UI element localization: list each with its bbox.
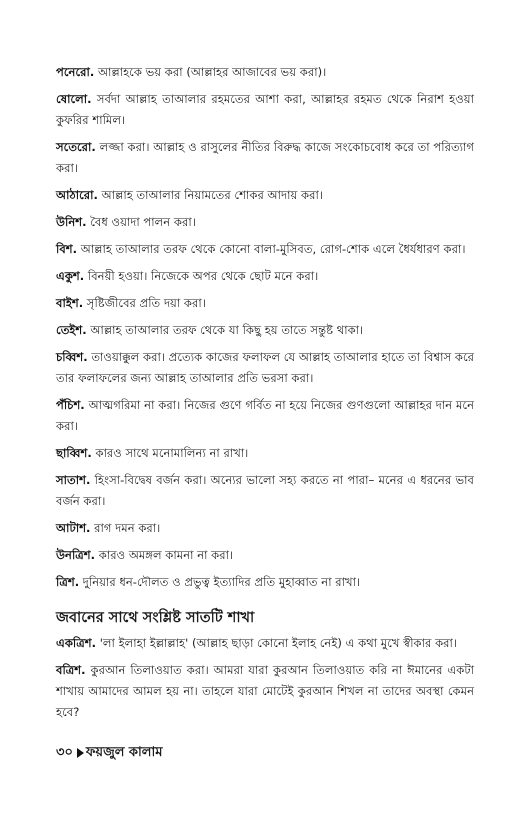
item-number: আটাশ. [56, 521, 91, 535]
item-list-after [56, 633, 474, 723]
item-text: আল্লাহ তাআলার তরফ থেকে যা কিছু হয় তাতে সন্তুষ্ট থাকা। [90, 323, 364, 337]
item-number: ষোলো. [56, 92, 92, 106]
list-item [56, 443, 474, 464]
item-number: পনেরো. [56, 65, 95, 79]
item-number: সাতাশ. [56, 473, 91, 487]
item-number: ত্রিশ. [56, 575, 80, 589]
item-number: বিশ. [56, 242, 78, 256]
item-number: বত্রিশ. [56, 663, 86, 677]
item-number: সতেরো. [56, 140, 96, 154]
item-text: আল্লাহ তাআলার নিয়ামতের শোকর আদায় করা। [101, 188, 324, 202]
list-item [56, 212, 474, 233]
list-item [56, 62, 474, 83]
list-item [56, 320, 474, 341]
item-text: রাগ দমন করা। [94, 521, 161, 535]
list-item [56, 89, 474, 131]
item-number: উনিশ. [56, 215, 87, 229]
item-number: পঁচিশ. [56, 398, 85, 412]
item-text: সৃষ্টিজীবের প্রতি দয়া করা। [86, 296, 206, 310]
item-number: উনত্রিশ. [56, 548, 96, 562]
item-number: তেইশ. [56, 323, 87, 337]
list-item [56, 347, 474, 389]
triangle-arrow-icon [77, 748, 84, 758]
page-content [56, 62, 474, 729]
item-text: কারও অমঙ্গল কামনা না করা। [98, 548, 234, 562]
item-text: বিনয়ী হওয়া। নিজেকে অপর থেকে ছোট মনে করা। [87, 269, 319, 283]
list-item [56, 185, 474, 206]
item-text: সর্বদা আল্লাহ তাআলার রহমতের আশা করা, আল্লাহর রহমত থেকে নিরাশ হওয়া কুফরির শামিল। [56, 92, 475, 127]
page-footer [56, 744, 162, 762]
item-text: তাওয়াক্কুল করা। প্রত্যেক কাজের ফলাফল যে আল্লাহ তাআলার হাতে তা বিশ্বাস করে তার ফলাফলের জন্য আল্লাহ তাআলার প্রতি ভরসা করা। [56, 350, 475, 385]
item-text: দুনিয়ার ধন-দৌলত ও প্রভুত্ব ইত্যাদির প্রতি মুহাব্বাত না রাখা। [82, 575, 361, 589]
list-item [56, 239, 474, 260]
item-text: হিংসা-বিদ্বেষ বর্জন করা। অন্যের ভালো সহ্য করতে না পারা– মনের এ ধরনের ভাব বর্জন করা। [56, 473, 474, 508]
list-item [56, 395, 474, 437]
list-item [56, 266, 474, 287]
list-item [56, 660, 474, 723]
list-item [56, 137, 474, 179]
section-heading: জবানের সাথে সংশ্লিষ্ট সাতটি শাখা [56, 610, 255, 626]
item-number: আঠারো. [56, 188, 98, 202]
item-text: 'লা ইলাহা ইল্লাল্লাহ' (আল্লাহ ছাড়া কোনো ইলাহ নেই) এ কথা মুখে স্বীকার করা। [99, 636, 458, 650]
list-item [56, 470, 474, 512]
item-text: কারও সাথে মনোমালিন্য না রাখা। [95, 446, 249, 460]
item-text: বৈধ ওয়াদা পালন করা। [90, 215, 196, 229]
item-text: কুরআন তিলাওয়াত করা। আমরা যারা কুরআন তিলাওয়াত করি না ঈমানের একটা শাখায় আমাদের আমল হয় না। তাহলে যারা মোটেই কুরআন শিখল না তাদের অবস্থা কেমন হবে? [56, 663, 474, 719]
item-number: চব্বিশ. [56, 350, 88, 364]
page-number: ৩০ [56, 745, 73, 760]
item-text: আল্লাহ তাআলার তরফ থেকে কোনো বালা-মুসিবত, রোগ-শোক এলে ধৈর্যধারণ করা। [80, 242, 466, 256]
list-item [56, 545, 474, 566]
item-text: আত্মগরিমা না করা। নিজের গুণে গর্বিত না হয়ে নিজের গুণগুলো আল্লাহর দান মনে করা। [56, 398, 475, 433]
item-text: লজ্জা করা। আল্লাহ ও রাসুলের নীতির বিরুদ্ধ কাজে সংকোচবোধ করে তা পরিত্যাগ করা। [56, 140, 475, 175]
item-list-before [56, 62, 474, 593]
list-item [56, 633, 474, 654]
item-number: ছাব্বিশ. [56, 446, 92, 460]
item-number: বাইশ. [56, 296, 84, 310]
list-item [56, 572, 474, 593]
item-number: একুশ. [56, 269, 85, 283]
list-item [56, 518, 474, 539]
item-text: আল্লাহকে ভয় করা (আল্লাহর আজাবের ভয় করা)। [97, 65, 327, 79]
book-title: ফয়জুল কালাম [85, 745, 163, 760]
item-number: একত্রিশ. [56, 636, 97, 650]
list-item [56, 293, 474, 314]
